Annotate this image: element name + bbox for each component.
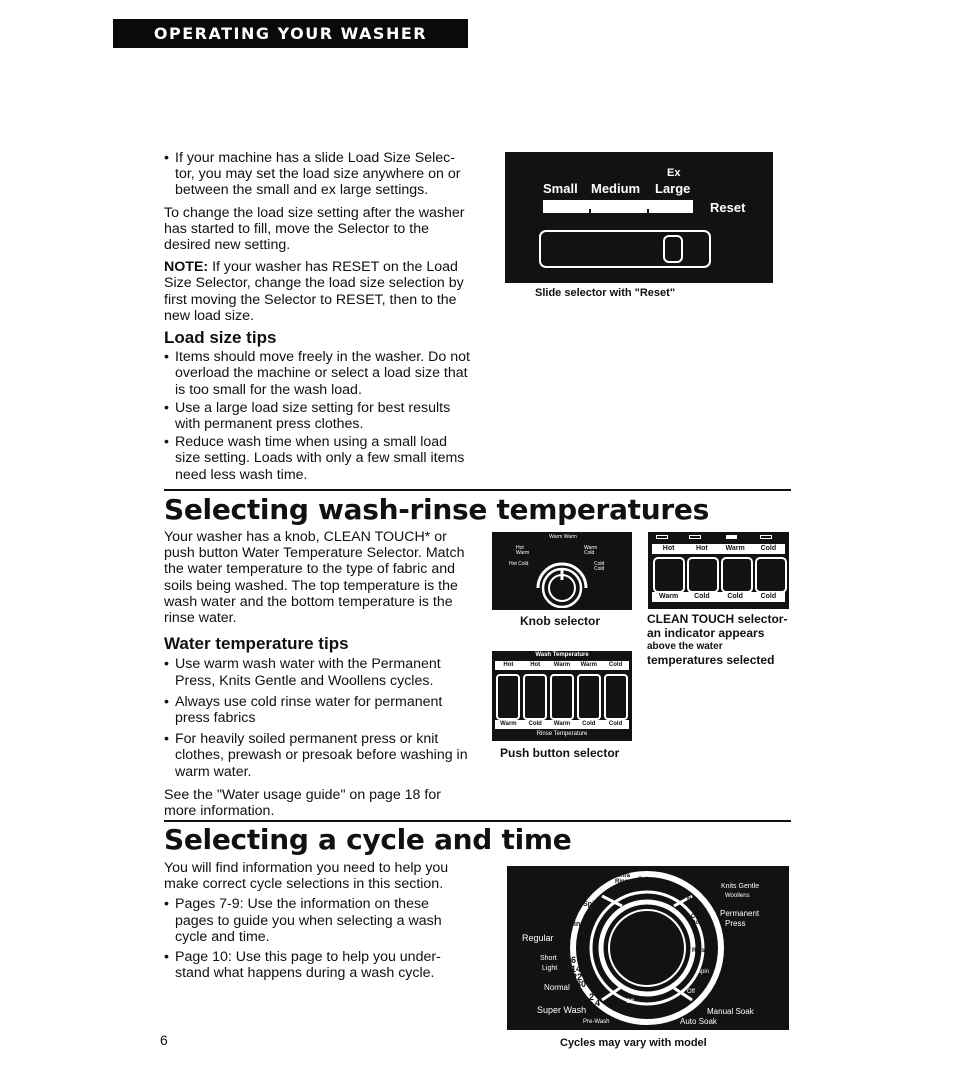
- clean-touch-panel: [648, 532, 789, 609]
- wash-temp-label: Cold: [608, 662, 623, 668]
- rinse-temp-label: Warm: [500, 721, 517, 727]
- rinse-temp-label: Warm: [553, 721, 571, 727]
- temperature-push-button[interactable]: [523, 674, 547, 720]
- indicator-light-active: [726, 535, 737, 539]
- slide-label-ex: Ex: [667, 167, 681, 179]
- rinse-temp-label: Warm: [659, 593, 679, 600]
- section-rule: [164, 820, 791, 822]
- cycle-label-off-top: Off: [655, 880, 664, 886]
- slide-label-medium: Medium: [591, 181, 641, 196]
- cycle-time-number: 14: [571, 964, 582, 974]
- water-tips-title: Water temperature tips: [164, 634, 349, 654]
- cycle-label-extra-rinse: Extra Rinse: [615, 873, 632, 885]
- temperature-button[interactable]: [755, 557, 787, 593]
- temperature-button[interactable]: [653, 557, 685, 593]
- cycle-time-number: 2: [589, 992, 595, 1002]
- knob-label: Hot Cold: [509, 561, 529, 567]
- temperature-push-button[interactable]: [550, 674, 574, 720]
- push-top-strip: [495, 661, 629, 670]
- rinse-temp-label: Cold: [727, 593, 743, 600]
- clean-touch-caption-line: above the water: [647, 641, 723, 652]
- cycle-heading: Selecting a cycle and time: [164, 823, 572, 856]
- knob-label: Cold Cold: [594, 561, 605, 572]
- temperature-push-button[interactable]: [496, 674, 520, 720]
- section-rule: [164, 489, 791, 491]
- cycle-label-off-right: Off: [687, 989, 695, 995]
- temperature-button[interactable]: [721, 557, 753, 593]
- knob-label: Warm Warm: [549, 534, 577, 540]
- indicator-light: [689, 535, 701, 539]
- cycle-label-auto-soak: Auto Soak: [680, 1017, 717, 1026]
- clean-touch-caption: [647, 613, 787, 667]
- load-tip-item: • Items should move freely in the washer. Do not overload the machine or select a load size that is too small for the wash load.: [164, 349, 474, 398]
- slide-scale-bar: [543, 200, 693, 213]
- wash-temperature-label: Wash Temperature: [535, 652, 589, 658]
- cycle-label-manual-soak: Manual Soak: [707, 1007, 754, 1016]
- indicator-light: [656, 535, 668, 539]
- indicator-light: [760, 535, 772, 539]
- cycle-label-off-low: Off: [626, 999, 634, 1005]
- rinse-temp-label: Cold: [528, 721, 542, 727]
- rinse-temp-label: Cold: [760, 593, 777, 600]
- temperature-push-button[interactable]: [577, 674, 601, 720]
- temperatures-heading: Selecting wash-rinse temperatures: [164, 493, 709, 526]
- cycle-label-normal: Normal: [544, 983, 570, 992]
- rinse-temp-label: Cold: [608, 721, 623, 727]
- wash-temp-label: Hot: [503, 662, 514, 668]
- clean-touch-caption-line: CLEAN TOUCH selector-: [647, 612, 788, 626]
- knob-selector-panel: [492, 532, 632, 610]
- cycle-label-pre-wash: Pre-Wash: [583, 1019, 610, 1025]
- wash-temp-label: Warm: [725, 545, 745, 552]
- slide-label-small: Small: [543, 181, 578, 196]
- cycle-dial-panel: [507, 866, 789, 1030]
- load-size-bullet: • If your machine has a slide Load Size Selec-tor, you may set the load size anywhere on or between the small and ex large settings.: [164, 150, 474, 199]
- water-tip-item: • For heavily soiled permanent press or knit clothes, prewash or presoak before washing in warm water.: [164, 731, 476, 780]
- cycle-item: • Pages 7-9: Use the information on these pages to guide you when selecting a wash cycle and time.: [164, 896, 464, 945]
- cycle-dial-caption: Cycles may vary with model: [560, 1037, 707, 1049]
- rinse-temperature-label: Rinse Temperature: [536, 731, 588, 737]
- section-header: OPERATING YOUR WASHER: [113, 19, 468, 48]
- load-tip-item: • Reduce wash time when using a small load size setting. Loads with only a few small items need less wash time.: [164, 434, 474, 483]
- load-size-change-paragraph: To change the load size setting after the washer has started to fill, move the Selector to the desired new setting.: [164, 204, 465, 254]
- clean-touch-caption-line: temperatures selected: [647, 652, 775, 667]
- cycle-time-number: 6: [687, 894, 692, 903]
- cycle-time-number: 30: [576, 979, 587, 989]
- load-size-note: [164, 259, 474, 324]
- clean-touch-caption-line: an indicator appears: [647, 625, 765, 640]
- wash-temp-label: Hot: [696, 545, 708, 552]
- cycle-label-rinse-right: Rinse: [692, 948, 709, 954]
- cycle-label-spin-left: Spin: [583, 901, 599, 908]
- cycle-label-cool-down: Cool Down: [691, 914, 708, 926]
- cycle-label-spin-top: Spin: [638, 877, 651, 883]
- cycle-label-light: Light: [542, 965, 558, 972]
- cycle-text: [164, 860, 464, 983]
- wash-temp-label: Hot: [530, 662, 541, 668]
- knob-label: Warm Cold: [584, 545, 598, 556]
- cycle-time-number: 4: [595, 998, 601, 1008]
- load-size-text: [164, 150, 474, 485]
- note-text: If your washer has RESET on the Load Size Selector, change the load size selection by first moving the Selector to RESET, then to the new load size.: [164, 259, 464, 324]
- clean-touch-bottom-strip: [652, 592, 785, 602]
- temperature-push-button[interactable]: [604, 674, 628, 720]
- rinse-temp-label: Cold: [694, 593, 710, 600]
- water-usage-reference: See the "Water usage guide" on page 18 for more information.: [164, 786, 441, 820]
- push-bottom-strip: [495, 720, 629, 729]
- cycle-label-woollens: Woollens: [725, 893, 750, 899]
- wash-temp-label: Hot: [662, 545, 675, 552]
- slide-selector-caption: Slide selector with "Reset": [535, 287, 676, 299]
- slide-knob[interactable]: [663, 235, 683, 263]
- temperatures-intro: Your washer has a knob, CLEAN TOUCH* or push button Water Temperature Selector. Match the water temperature to the type of fabric and soils being washed. The top temperature is the wash water and the bottom temperature is the rinse water.: [164, 529, 465, 627]
- cycle-label-spin-right: Spin: [697, 969, 710, 975]
- knob-selector-caption: Knob selector: [520, 614, 601, 628]
- load-size-tips-title: Load size tips: [164, 328, 277, 348]
- cycle-label-regular: Regular: [522, 933, 554, 943]
- slide-label-large: Large: [655, 181, 691, 196]
- cycle-label-press: Press: [725, 919, 746, 928]
- cycle-time-number: 22: [572, 972, 583, 982]
- rinse-temp-label: Cold: [582, 721, 596, 727]
- page-number: 6: [160, 1032, 168, 1048]
- water-tip-item: • Always use cold rinse water for permanent press fabrics: [164, 694, 476, 726]
- knob-dial-icon[interactable]: [530, 552, 594, 608]
- wash-temp-label: Cold: [760, 545, 777, 552]
- cycle-time-number: 4: [694, 901, 699, 910]
- load-tip-item: • Use a large load size setting for best results with permanent press clothes.: [164, 400, 474, 432]
- slide-label-reset: Reset: [710, 200, 746, 215]
- wash-temp-label: Warm: [580, 662, 598, 668]
- temperature-button[interactable]: [687, 557, 719, 593]
- push-button-panel: [492, 651, 632, 741]
- clean-touch-top-strip: [652, 544, 785, 554]
- temperatures-text: [164, 529, 476, 825]
- wash-temp-label: Warm: [553, 662, 571, 668]
- cycle-intro: You will find information you need to help you make correct cycle selections in this section.: [164, 860, 449, 893]
- slide-selector-panel: [505, 152, 773, 283]
- cycle-item: • Page 10: Use this page to help you under-stand what happens during a wash cycle.: [164, 949, 464, 981]
- cycle-label-permanent: Permanent: [720, 909, 760, 918]
- cycle-label-super-wash: Super Wash: [537, 1005, 587, 1015]
- cycle-time-number: 6: [571, 955, 577, 965]
- cycle-time-number: 20: [665, 1004, 676, 1014]
- cycle-label-knits-gentle: Knits Gentle: [721, 883, 760, 890]
- cycle-time-number: 12: [669, 886, 680, 896]
- slide-track: [539, 230, 711, 268]
- knob-label: Hot Warm: [516, 545, 530, 556]
- water-tip-item: • Use warm wash water with the Permanent Press, Knits Gentle and Woollens cycles.: [164, 656, 476, 688]
- cycle-label-short: Short: [540, 955, 557, 962]
- push-button-caption: Push button selector: [500, 746, 620, 760]
- note-label: NOTE:: [164, 259, 209, 276]
- cycle-label-rinse-left: Rinse: [569, 921, 589, 928]
